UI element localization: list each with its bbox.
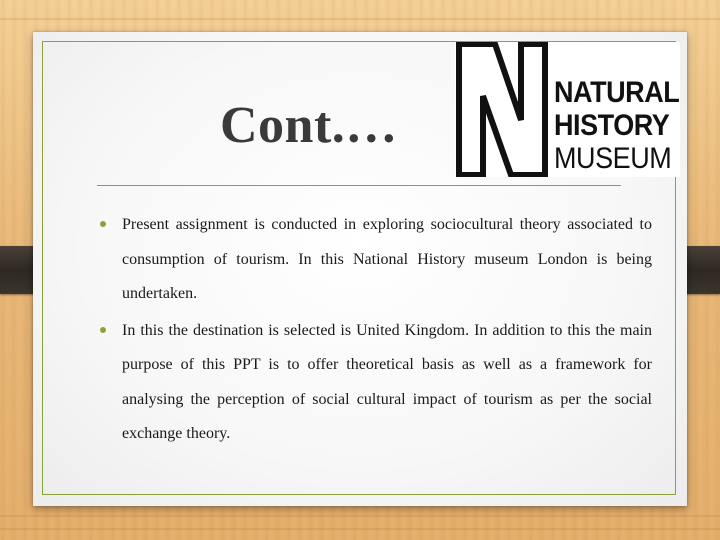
wood-grain (0, 528, 720, 530)
logo-word-natural: NATURAL (554, 76, 680, 109)
wood-grain (0, 515, 720, 517)
bullet-icon (100, 221, 106, 227)
logo-word-history: HISTORY (554, 109, 670, 142)
bullet-text: In this the destination is selected is United Kingdom. In addition to this the main purpose of this PPT is to offer theoretical basis as well as a framework for analysing the perception of social cultural impact of tourism as per the social exchange theory. (122, 321, 652, 442)
natural-history-museum-logo (455, 42, 680, 177)
museum-n-logo-icon (455, 42, 550, 177)
bullet-text: Present assignment is conducted in exploring sociocultural theory associated to consumption of tourism. In this National History museum London is being undertaken. (122, 216, 652, 302)
title-underline (97, 185, 621, 186)
logo-word-museum: MUSEUM (554, 142, 672, 175)
bullet-item (97, 208, 652, 312)
bullet-item (97, 314, 652, 452)
slide-title: Cont.… (220, 97, 398, 154)
bullet-list (97, 208, 652, 452)
wood-grain (0, 18, 720, 20)
bullet-icon (100, 327, 106, 333)
